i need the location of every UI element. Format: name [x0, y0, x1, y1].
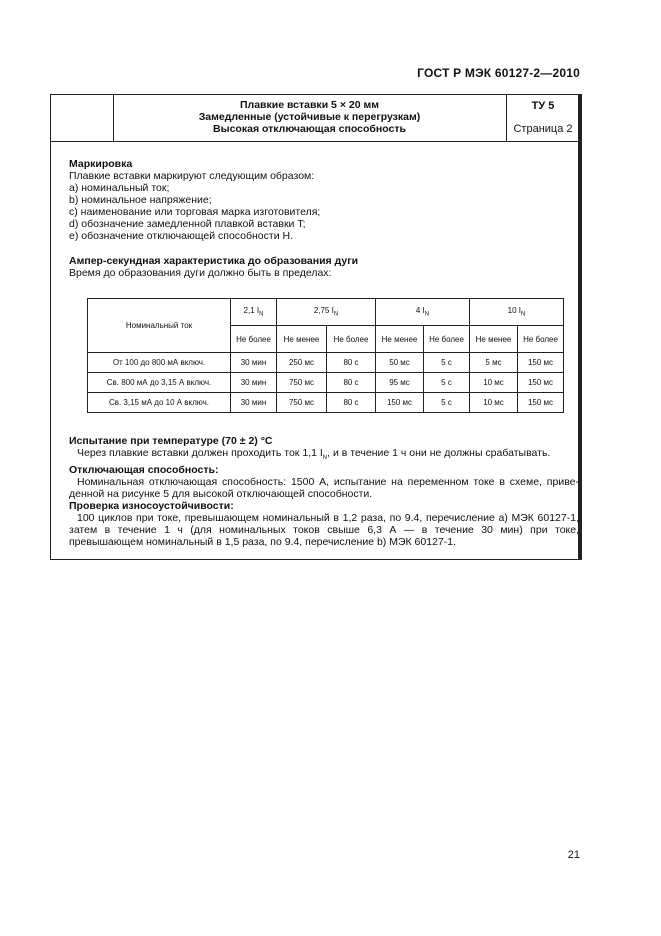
arc-characteristic-table — [87, 298, 564, 413]
table-cell: 80 с — [327, 353, 376, 373]
table-cell: 250 мс — [277, 353, 327, 373]
table-row-label: Св. 3,15 мА до 10 А включ. — [88, 393, 231, 413]
table-cell: 5 с — [424, 373, 470, 393]
marking-item: d) обозначение замедленной плавкой вставки T; — [69, 218, 306, 230]
frame-thick-border — [579, 94, 582, 560]
table-cell: 10 мс — [470, 373, 518, 393]
arc-heading: Ампер-секундная характеристика до образования дуги — [69, 255, 359, 267]
title-block-spec — [508, 95, 578, 141]
document-code: ГОСТ Р МЭК 60127-2—2010 — [417, 66, 580, 80]
spec-content — [69, 158, 579, 279]
title-line-3: Высокая отключающая способность — [213, 123, 406, 135]
marking-item: a) номинальный ток; — [69, 182, 170, 194]
table-cell: 150 мс — [518, 393, 564, 413]
marking-item: b) номинальное напряжение; — [69, 194, 212, 206]
table-row — [88, 373, 564, 393]
title-block-empty-cell — [51, 95, 114, 141]
page-number: 21 — [567, 849, 580, 861]
table-subheader: Не менее — [470, 326, 518, 353]
table-subheader: Не менее — [376, 326, 424, 353]
marking-item: c) наименование или торговая марка изготовителя; — [69, 206, 321, 218]
table-row-label: От 100 до 800 мА включ. — [88, 353, 231, 373]
table-row-label: Св. 800 мА до 3,15 А включ. — [88, 373, 231, 393]
title-block — [51, 95, 578, 142]
table-subheader: Не более — [424, 326, 470, 353]
tests-content — [69, 435, 579, 548]
table-cell: 750 мс — [277, 373, 327, 393]
table-row — [88, 353, 564, 373]
marking-heading: Маркировка — [69, 158, 133, 170]
table-cell: 5 с — [424, 353, 470, 373]
marking-intro: Плавкие вставки маркируют следующим образом: — [69, 170, 315, 182]
marking-list — [69, 182, 579, 242]
table-cell: 80 с — [327, 373, 376, 393]
spec-page: Страница 2 — [513, 123, 573, 135]
table-subheader: Не более — [327, 326, 376, 353]
table-cell: 10 мс — [470, 393, 518, 413]
spec-frame — [50, 94, 579, 560]
marking-item: e) обозначение отключающей способности H. — [69, 230, 293, 242]
endurance-heading: Проверка износоустойчивости: — [69, 500, 234, 513]
endurance-text: 100 циклов при токе, превышающем номинальный в 1,2 раза, по 9.4, перечисление а) МЭК 60127-1, затем в течение 1 ч (для номинальных токов свыше 6,3 А — в течение 30 мин) при токе, превышающем номинальный в 1,5 раза, по 9.4, перечисление b) МЭК 60127-1. — [69, 512, 579, 549]
breaking-heading: Отключающая способность: — [69, 464, 219, 477]
title-block-title — [113, 95, 507, 141]
title-line-1: Плавкие вставки 5 × 20 мм — [239, 99, 379, 111]
table-subheader: Не более — [518, 326, 564, 353]
table-cell: 150 мс — [518, 373, 564, 393]
table-cell: 30 мин — [231, 353, 277, 373]
title-line-2: Замедленные (устойчивые к перегрузкам) — [198, 111, 421, 123]
table-cell: 5 с — [424, 393, 470, 413]
table-cell: 150 мс — [376, 393, 424, 413]
table-group-header: 10 $I_N$ — [470, 299, 564, 326]
table-subheader: Не более — [231, 326, 277, 353]
spec-number: ТУ 5 — [531, 100, 555, 112]
table-subheader: Не менее — [277, 326, 327, 353]
arc-intro: Время до образования дуги должно быть в пределах: — [69, 267, 332, 279]
table-cell: 50 мс — [376, 353, 424, 373]
temp-test-text: Через плавкие вставки должен проходить ток 1,1 $I_N$, и в течение 1 ч они не должны срабатывать. — [77, 447, 551, 462]
table-group-header: 4 $I_N$ — [376, 299, 470, 326]
table-row — [88, 393, 564, 413]
breaking-text: Номинальная отключающая способность: 1500 А, испытание на переменном токе в схеме, приве- денной на рисунке 5 для высокой отключающей способности. — [69, 476, 579, 501]
table-cell: 95 мс — [376, 373, 424, 393]
table-cell: 5 мс — [470, 353, 518, 373]
table-group-header: 2,1 $I_N$ — [231, 299, 277, 326]
table-cell: 30 мин — [231, 393, 277, 413]
table-cell: 150 мс — [518, 353, 564, 373]
table-cell: 750 мс — [277, 393, 327, 413]
temp-test-heading: Испытание при температуре (70 ± 2) °C — [69, 435, 273, 447]
table-row-header: Номинальный ток — [88, 299, 231, 353]
table-group-header: 2,75 $I_N$ — [277, 299, 376, 326]
table-cell: 80 с — [327, 393, 376, 413]
table-cell: 30 мин — [231, 373, 277, 393]
